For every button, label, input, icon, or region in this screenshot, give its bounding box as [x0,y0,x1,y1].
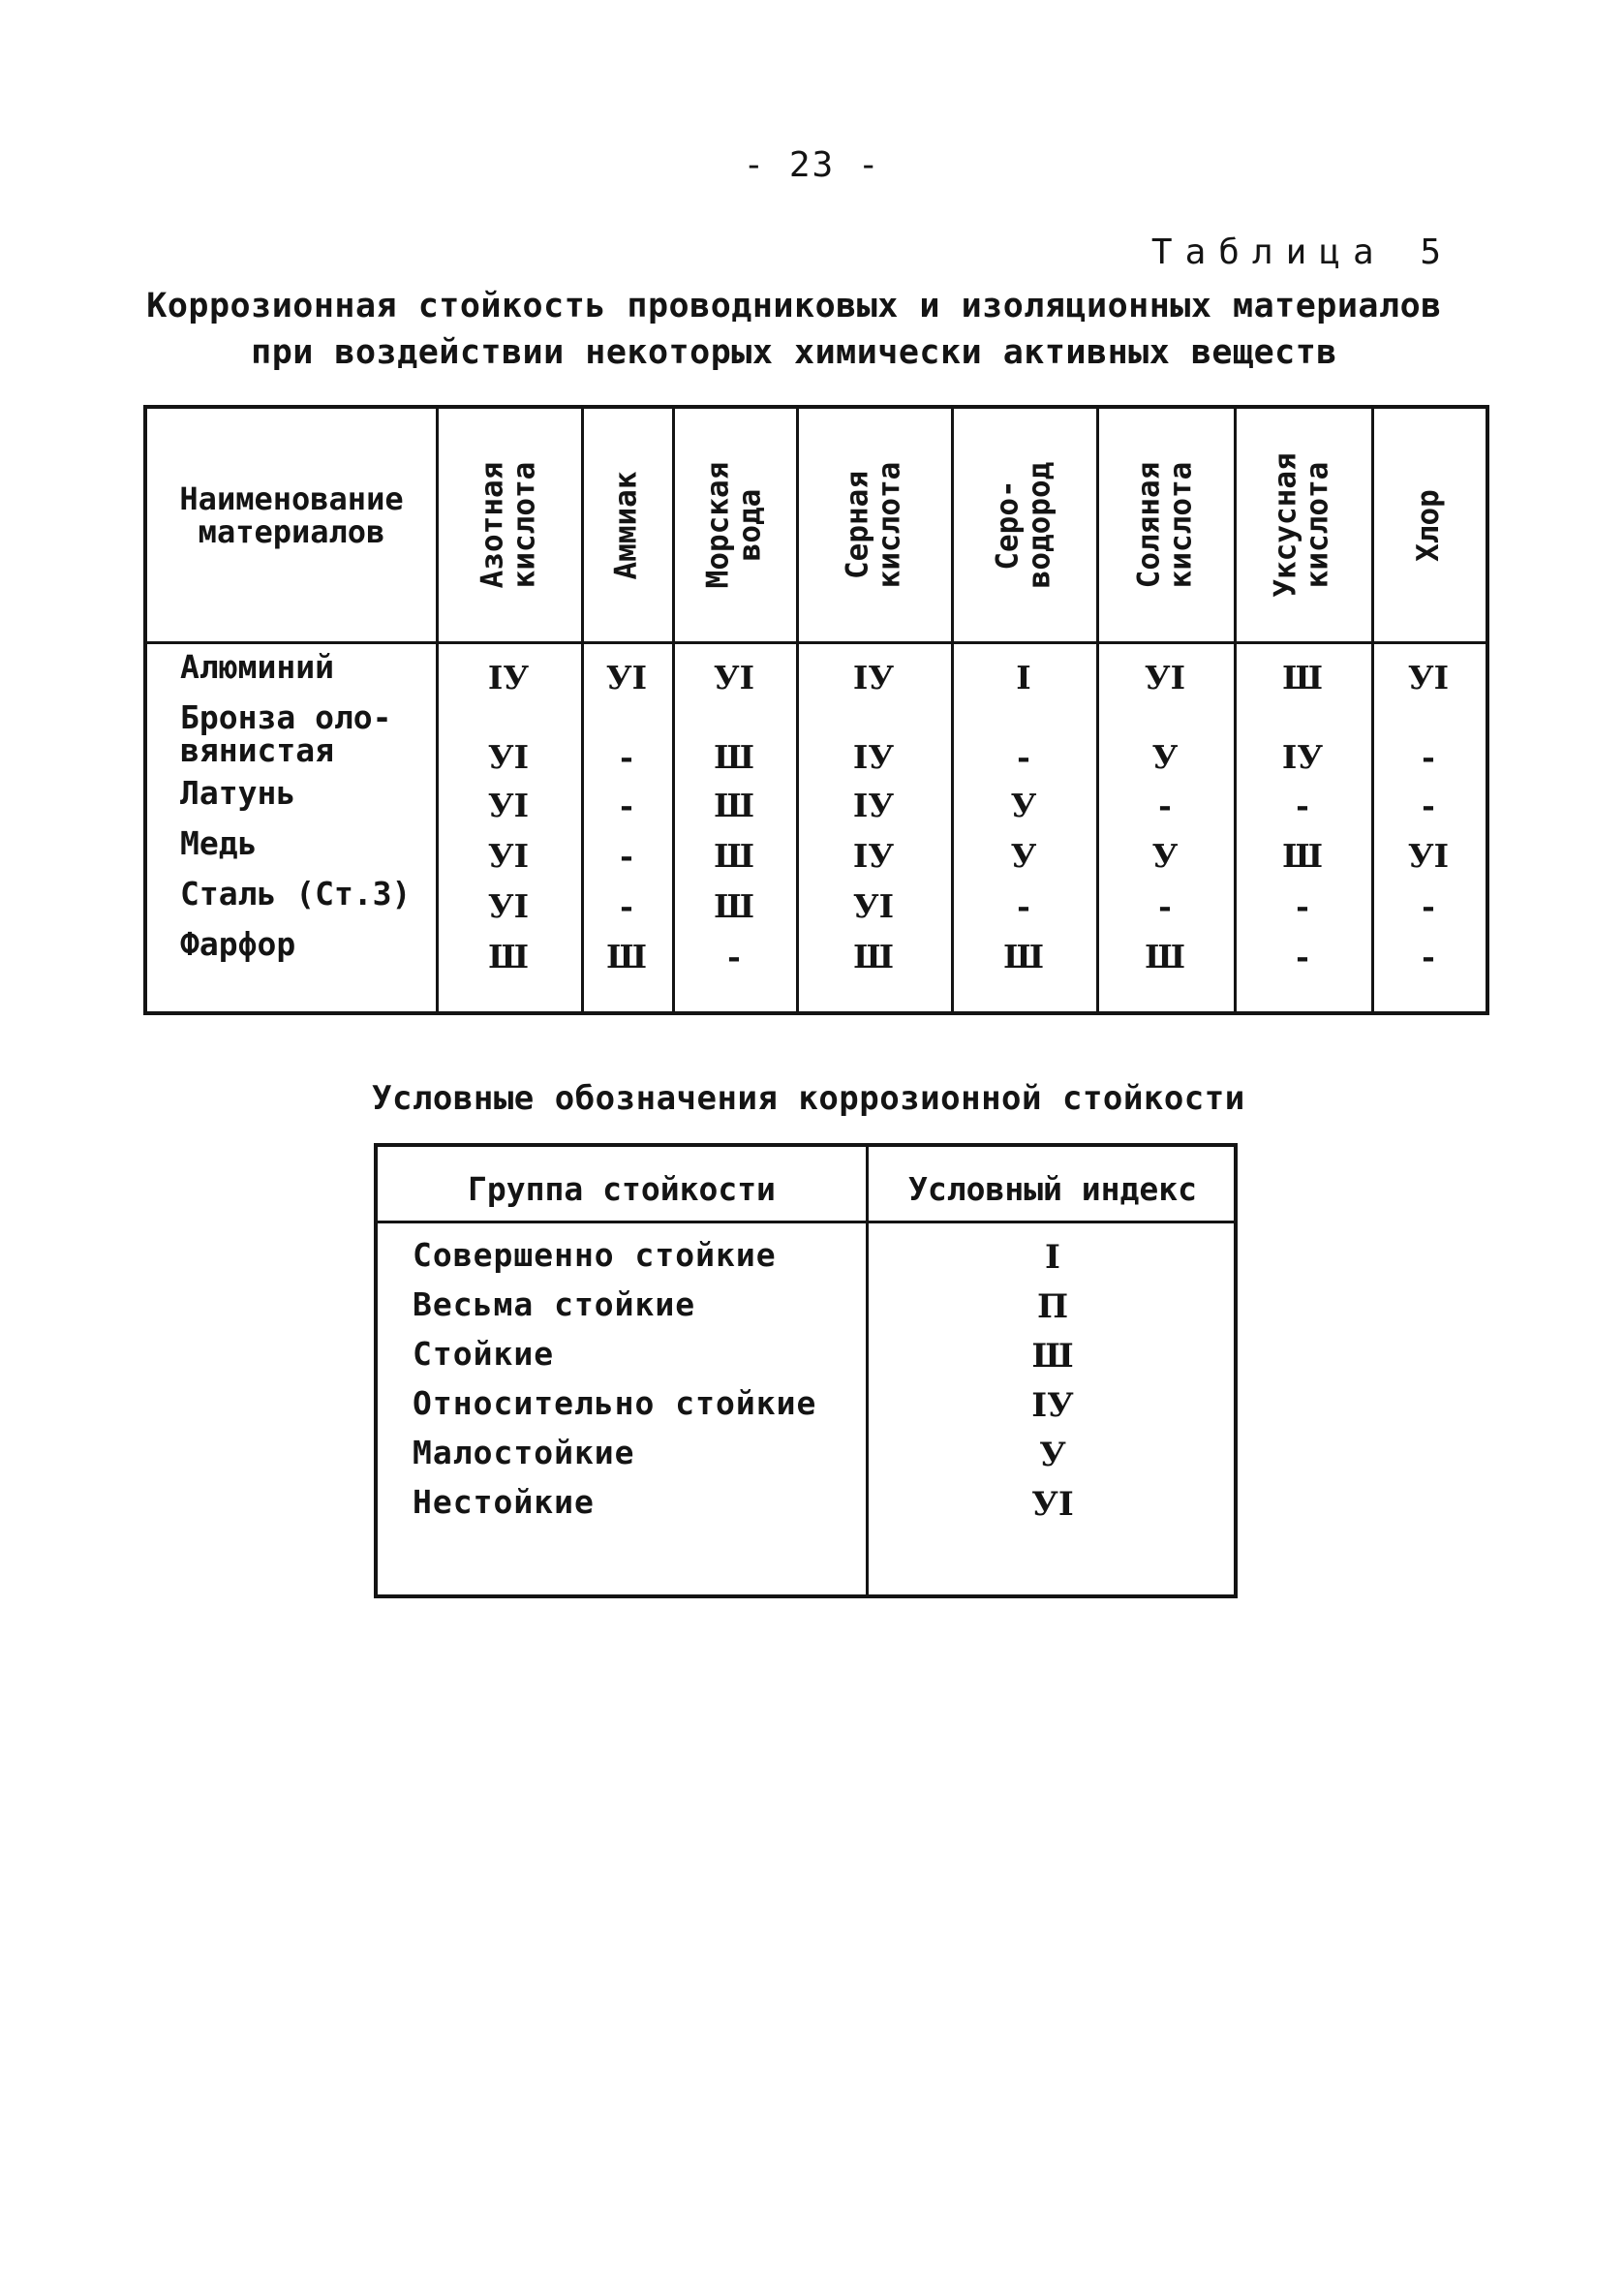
column-header-label: Хлор [1410,488,1446,562]
column-header [1096,409,1234,641]
table-cell: Ш [714,787,754,824]
table-cell: - [1158,787,1172,824]
table-cell: IУ [487,659,530,696]
legend-index: IУ [1031,1386,1074,1425]
legend-group: Малостойкие [413,1434,635,1471]
legend-group: Нестойкие [413,1483,595,1521]
table-cell: - [620,787,633,824]
corrosion-table [143,405,1489,1015]
table-cell: Ш [853,938,894,975]
table-cell: УI [487,787,530,824]
table-cell: - [1422,738,1435,776]
table-cell: УI [1407,659,1450,696]
table-cell: УI [487,837,530,875]
legend-index: У [1039,1436,1066,1474]
column-header-label: Серо- водород [990,461,1057,589]
table-cell: УI [487,887,530,925]
table-cell: IУ [1281,738,1324,776]
legend-group: Совершенно стойкие [413,1236,777,1274]
column-header [436,409,581,641]
page-number: - 23 - [743,145,881,185]
table-cell: - [1017,738,1030,776]
table-cell: Ш [606,938,647,975]
column-header-label: Соляная кислота [1131,461,1198,589]
table-title-line-2: при воздействии некоторых химически активных веществ [251,333,1337,372]
table-cell: - [620,837,633,875]
table-cell: Ш [714,837,754,875]
table-cell: УI [605,659,648,696]
table-cell: I [1016,659,1031,696]
table-cell: Ш [714,887,754,925]
table-cell: - [1422,887,1435,925]
column-header [581,409,672,641]
legend-index: П [1036,1287,1069,1326]
table-cell: - [1158,887,1172,925]
table-cell: У [1010,787,1037,824]
column-header-label: Серная кислота [840,461,906,589]
table-title [145,283,1443,376]
table-cell: - [727,938,741,975]
column-header-label: Аммиак [608,471,644,579]
legend-group-header: Группа стойкости [468,1170,776,1208]
legend-index-header: Условный индекс [907,1170,1197,1208]
table-cell: - [1422,938,1435,975]
table-cell: УI [1144,659,1186,696]
row-name: Фарфор [180,925,296,963]
table-cell: IУ [852,659,895,696]
table-cell: IУ [852,787,895,824]
name-column-header: Наименование материалов [179,480,404,550]
table-cell: УI [487,738,530,776]
table-cell: - [1296,787,1309,824]
column-header-label: Азотная кислота [475,461,541,589]
table-cell: - [1017,887,1030,925]
table-cell: УI [852,887,895,925]
legend-table [374,1143,1238,1598]
legend-title: Условные обозначения коррозионной стойкости [372,1079,1245,1118]
row-name: Бронза оло- вянистая [180,698,392,769]
table-cell: Ш [714,738,754,776]
column-header-label: Морская вода [700,461,767,589]
column-header [672,409,796,641]
table-cell: Ш [1282,659,1323,696]
table-cell: У [1010,837,1037,875]
table-cell: - [1296,938,1309,975]
column-header [1371,409,1486,641]
legend-header-divider [378,1221,1234,1223]
table-cell: - [1422,787,1435,824]
legend-index: Ш [1031,1337,1074,1376]
table-cell: Ш [488,938,529,975]
row-name: Алюминий [180,648,334,686]
column-header [796,409,951,641]
table-cell: - [620,887,633,925]
table-cell: УI [713,659,755,696]
table-cell: IУ [852,738,895,776]
table-cell: - [1296,887,1309,925]
legend-index: УI [1031,1485,1074,1524]
row-name: Сталь (Ст.3) [180,875,412,913]
table-cell: Ш [1003,938,1044,975]
table-cell: IУ [852,837,895,875]
row-name: Латунь [180,774,296,812]
column-header-label: Уксусная кислота [1269,452,1335,598]
legend-index: I [1045,1238,1060,1277]
table-cell: Ш [1145,938,1185,975]
legend-group: Относительно стойкие [413,1384,817,1422]
legend-group: Весьма стойкие [413,1285,696,1323]
table-cell: Ш [1282,837,1323,875]
table-cell: - [620,738,633,776]
legend-group: Стойкие [413,1335,555,1373]
table-label: Таблица 5 [1150,232,1454,272]
column-header [1234,409,1371,641]
column-header [951,409,1096,641]
table-title-line-1: Коррозионная стойкость проводниковых и изоляционных материалов [146,287,1442,325]
row-name: Медь [180,824,258,862]
header-divider [147,641,1486,644]
table-cell: У [1151,738,1179,776]
table-cell: УI [1407,837,1450,875]
table-cell: У [1151,837,1179,875]
